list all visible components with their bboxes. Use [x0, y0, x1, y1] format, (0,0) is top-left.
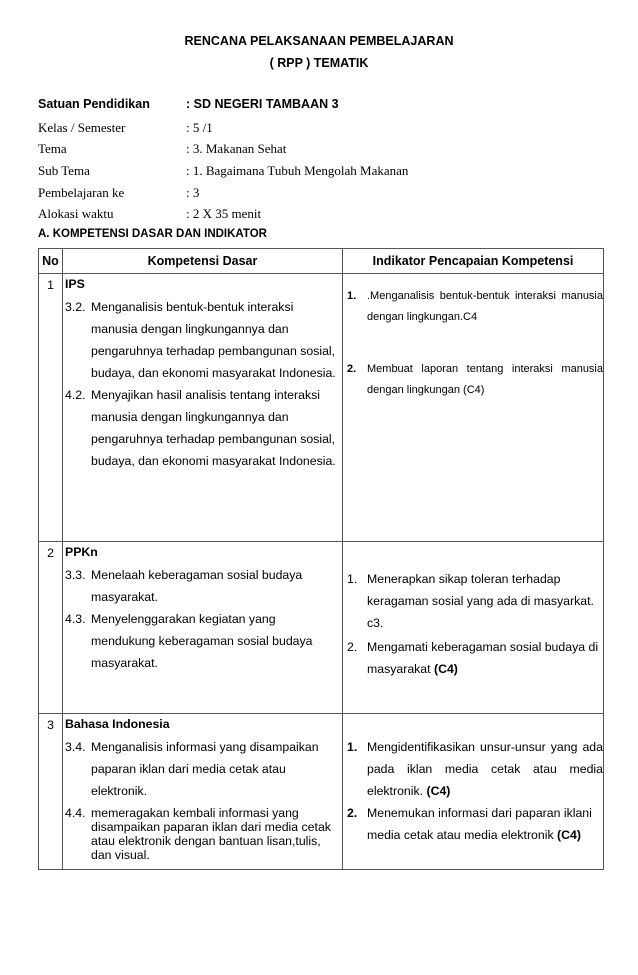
info-label: Alokasi waktu	[38, 206, 114, 221]
indikator-number: 1.	[347, 740, 358, 754]
kd-item	[65, 296, 338, 384]
info-row-pembelajaran-ke	[38, 185, 618, 205]
kd-number: 4.4.	[65, 806, 86, 820]
kompetensi-dasar-cell	[63, 274, 343, 542]
kd-number: 4.3.	[65, 612, 86, 626]
kd-text: Menyelenggarakan kegiatan yang mendukung keberagaman sosial budaya masyarakat.	[91, 612, 313, 670]
info-value: : 1. Bagaimana Tubuh Mengolah Makanan	[186, 163, 409, 178]
document-title: RENCANA PELAKSANAAN PEMBELAJARAN	[184, 34, 454, 48]
header-no: No	[39, 249, 63, 274]
kd-text: Menganalisis informasi yang disampaikan paparan iklan dari media cetak atau elektronik.	[91, 740, 319, 798]
kd-item	[65, 384, 338, 472]
indikator-item	[347, 802, 603, 846]
info-value: : 2 X 35 menit	[186, 206, 262, 221]
subject-name: PPKn	[65, 545, 98, 559]
info-value: : 5 /1	[186, 120, 213, 135]
indikator-level: (C4)	[426, 784, 451, 798]
info-row-satuan-pendidikan	[38, 97, 618, 117]
indikator-text: .Menganalisis bentuk-bentuk interaksi manusia dengan lingkungan.C4	[367, 290, 603, 323]
info-row-alokasi-waktu	[38, 206, 618, 226]
info-label: Kelas / Semester	[38, 120, 126, 135]
kd-item	[65, 806, 338, 862]
indikator-text-main: Menemukan informasi dari paparan iklani media cetak atau media elektronik	[367, 806, 592, 842]
indikator-number: 2.	[347, 806, 358, 820]
indikator-text: Menerapkan sikap toleran terhadap keragaman sosial yang ada di masyarkat. c3.	[367, 572, 594, 630]
subject-name: Bahasa Indonesia	[65, 717, 170, 731]
kd-item	[65, 736, 338, 802]
kd-item	[65, 608, 338, 674]
indikator-number: 1.	[347, 572, 358, 586]
info-row-tema	[38, 141, 618, 161]
info-label: Pembelajaran ke	[38, 185, 125, 200]
indikator-text-main: Mengamati keberagaman sosial budaya di masyarakat	[367, 640, 599, 676]
indikator-item	[347, 286, 603, 328]
kd-number: 3.2.	[65, 300, 86, 314]
indikator-text	[367, 802, 603, 846]
row-number: 2	[39, 542, 63, 714]
info-label: Tema	[38, 141, 67, 156]
kd-number: 3.4.	[65, 740, 86, 754]
indikator-number: 1.	[347, 290, 357, 302]
kd-text: Menyajikan hasil analisis tentang interaksi manusia dengan lingkungannya dan pengaruhnya terhadap pembangunan sosial, budaya, dan ekonomi masyarakat Indonesia.	[91, 388, 336, 468]
kd-item	[65, 564, 338, 608]
info-label: Sub Tema	[38, 163, 90, 178]
indikator-text	[367, 636, 603, 680]
subject-name: IPS	[65, 277, 85, 291]
indikator-cell	[343, 542, 604, 714]
kd-text: memeragakan kembali informasi yang disampaikan paparan iklan dari media cetak atau elektronik dengan bantuan lisan,tulis, dan visual.	[91, 806, 331, 862]
header-kompetensi-dasar: Kompetensi Dasar	[63, 249, 343, 274]
kd-text: Menganalisis bentuk-bentuk interaksi manusia dengan lingkungannya dan pengaruhnya terhadap pembangunan sosial, budaya, dan ekonomi masyarakat Indonesia.	[91, 300, 336, 380]
indikator-item	[347, 568, 603, 634]
kompetensi-dasar-cell	[63, 714, 343, 870]
kd-number: 3.3.	[65, 568, 86, 582]
indikator-text-main: Mengidentifikasikan unsur-unsur yang ada pada iklan media cetak atau media elektronik.	[367, 740, 603, 798]
header-indikator: Indikator Pencapaian Kompetensi	[343, 249, 604, 274]
info-row-kelas-semester	[38, 120, 618, 140]
info-value: : 3. Makanan Sehat	[186, 141, 287, 156]
indikator-cell	[343, 274, 604, 542]
indikator-level: (C4)	[433, 662, 458, 676]
document-subtitle: ( RPP ) TEMATIK	[269, 56, 369, 70]
indikator-text	[367, 736, 603, 802]
table-row	[39, 714, 604, 870]
indikator-number: 2.	[347, 640, 358, 654]
indikator-item	[347, 736, 603, 802]
table-row	[39, 542, 604, 714]
info-value: : SD NEGERI TAMBAAN 3	[186, 97, 339, 111]
info-label: Satuan Pendidikan	[38, 97, 150, 111]
kd-number: 4.2.	[65, 388, 86, 402]
indikator-cell	[343, 714, 604, 870]
indikator-number: 2.	[347, 363, 357, 375]
kompetensi-dasar-cell	[63, 542, 343, 714]
indikator-text: Membuat laporan tentang interaksi manusia dengan lingkungan (C4)	[367, 363, 603, 396]
row-number: 3	[39, 714, 63, 870]
section-heading-a: A. KOMPETENSI DASAR DAN INDIKATOR	[38, 228, 267, 240]
table-row	[39, 274, 604, 542]
indikator-item	[347, 636, 603, 680]
info-row-sub-tema	[38, 163, 618, 183]
kd-text: Menelaah keberagaman sosial budaya masyarakat.	[91, 568, 303, 604]
indikator-level: (C4)	[557, 828, 581, 842]
competency-table	[38, 248, 604, 870]
table-header-row	[39, 249, 604, 274]
indikator-item	[347, 359, 603, 401]
info-value: : 3	[186, 185, 200, 200]
row-number: 1	[39, 274, 63, 542]
